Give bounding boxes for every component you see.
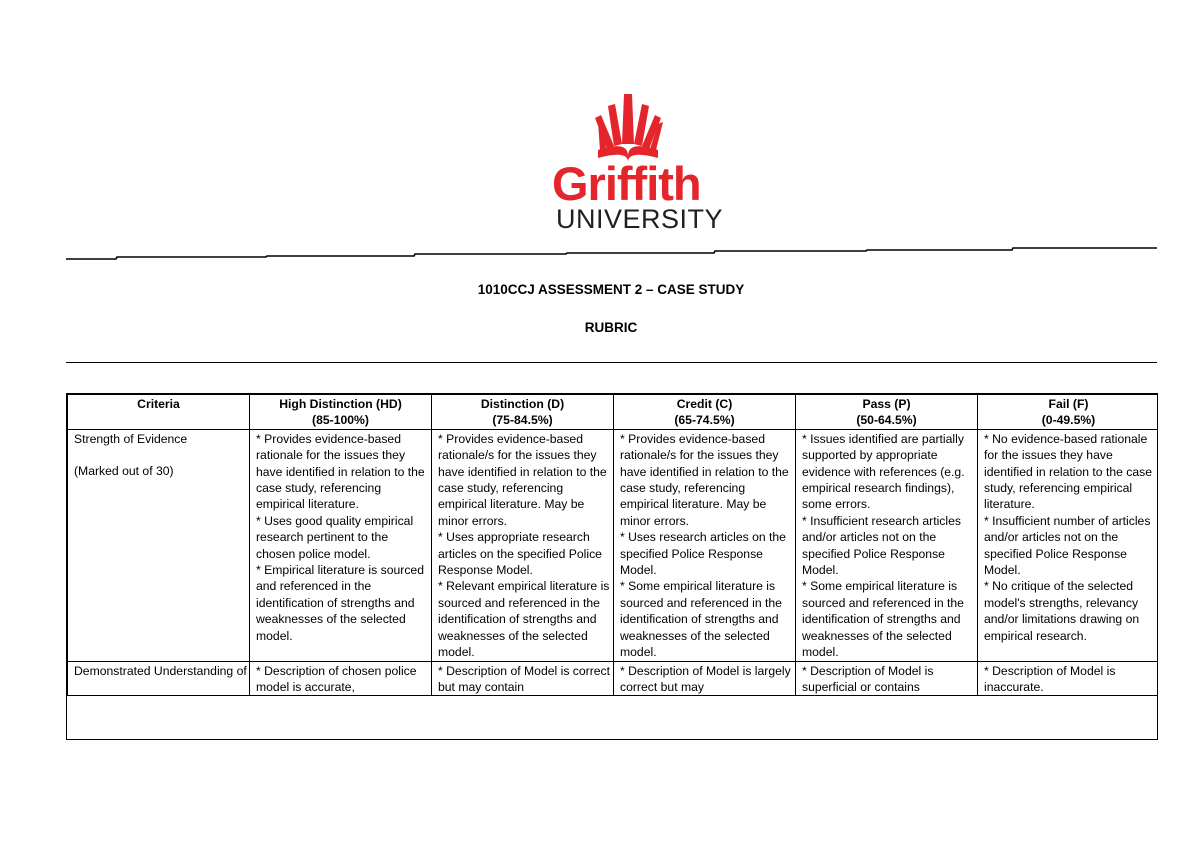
column-header-range: (0-49.5%): [1041, 413, 1096, 428]
table-row: [68, 429, 1159, 661]
rubric-table: [67, 394, 1158, 696]
descriptor: * Description of chosen police model is accurate,: [256, 663, 417, 694]
descriptor: * Provides evidence-based rationale/s for the issues they have identified in relation to the case study, referencing empirical literature. May be minor errors.: [438, 431, 607, 528]
section-divider: [66, 362, 1157, 363]
column-header-name: Criteria: [137, 397, 180, 411]
rubric-cell-p: [796, 661, 978, 696]
column-header-c: [614, 395, 796, 430]
header-rule: [66, 246, 1158, 262]
column-header-range: (85-100%): [312, 413, 369, 428]
document-title: 1010CCJ ASSESSMENT 2 – CASE STUDY: [477, 282, 745, 297]
descriptor: * Provides evidence-based rationale for the issues they have identified in relation to the case study, referencing empirical literature.: [256, 431, 425, 512]
column-header-range: (65-74.5%): [674, 413, 735, 428]
descriptor: * Description of Model is correct but may contain: [438, 663, 611, 694]
column-header-range: (50-64.5%): [856, 413, 917, 428]
column-header-name: Distinction (D): [480, 397, 565, 411]
descriptor: * Uses good quality empirical research pertinent to the chosen police model.: [256, 513, 414, 561]
descriptor: * Description of Model is largely correct but may: [620, 663, 791, 694]
column-header-p: [796, 395, 978, 430]
column-header-criteria: [68, 395, 250, 430]
rubric-cell-hd: [250, 429, 432, 661]
descriptor: * Some empirical literature is sourced and referenced in the identification of strengths and weaknesses of the selected model.: [802, 579, 964, 660]
descriptor: * Uses appropriate research articles on the specified Police Response Model.: [438, 530, 602, 578]
descriptor: * No evidence-based rationale for the issues they have identified in relation to the case study, referencing empirical literature.: [984, 431, 1153, 512]
document-subtitle: RUBRIC: [584, 320, 638, 335]
descriptor: * Insufficient number of articles and/or articles not on the specified Police Response Model.: [984, 513, 1151, 578]
column-header-name: Credit (C): [676, 397, 733, 411]
column-header-name: Fail (F): [1048, 397, 1089, 411]
criterion-cell: [68, 429, 250, 661]
rubric-cell-d: [432, 429, 614, 661]
column-header-name: High Distinction (HD): [279, 397, 402, 411]
descriptor: * Some empirical literature is sourced and referenced in the identification of strengths and weaknesses of the selected model.: [620, 579, 782, 660]
table-header-row: [68, 395, 1159, 430]
descriptor: * No critique of the selected model's strengths, relevancy and/or limitations drawing on empirical research.: [984, 579, 1140, 643]
column-header-f: [978, 395, 1159, 430]
column-header-d: [432, 395, 614, 430]
descriptor: * Relevant empirical literature is sourced and referenced in the identification of strengths and weaknesses of the selected model.: [438, 579, 610, 660]
descriptor: * Uses research articles on the specified Police Response Model.: [620, 530, 786, 578]
rubric-cell-hd: [250, 661, 432, 696]
column-header-range: (75-84.5%): [492, 413, 553, 428]
logo-wordmark-university: UNIVERSITY: [556, 204, 724, 234]
descriptor: * Provides evidence-based rationale/s for the issues they have identified in relation to the case study, referencing empirical literature. May be minor errors.: [620, 431, 789, 528]
column-header-name: Pass (P): [862, 397, 911, 411]
rubric-cell-c: [614, 429, 796, 661]
descriptor: * Empirical literature is sourced and referenced in the identification of strengths and weaknesses of the selected model.: [256, 563, 424, 643]
rubric-cell-d: [432, 661, 614, 696]
descriptor: * Issues identified are partially supported by appropriate evidence with references (e.g. empirical research findings), some errors.: [802, 431, 965, 512]
criterion-label: Strength of Evidence: [74, 431, 188, 446]
descriptor: * Description of Model is inaccurate.: [984, 663, 1116, 694]
column-header-hd: [250, 395, 432, 430]
criterion-cell: [68, 661, 250, 696]
logo-wordmark-griffith: Griffith: [552, 157, 701, 210]
rubric-cell-p: [796, 429, 978, 661]
criterion-note: (Marked out of 30): [74, 464, 174, 479]
criterion-label: Demonstrated Understanding of: [74, 663, 247, 678]
descriptor: * Description of Model is superficial or contains: [802, 663, 934, 694]
table-row: [68, 661, 1159, 696]
rubric-table-container: [66, 393, 1158, 740]
rubric-cell-f: [978, 661, 1159, 696]
descriptor: * Insufficient research articles and/or articles not on the specified Police Response Model.: [802, 513, 961, 578]
rubric-cell-c: [614, 661, 796, 696]
rubric-cell-f: [978, 429, 1159, 661]
